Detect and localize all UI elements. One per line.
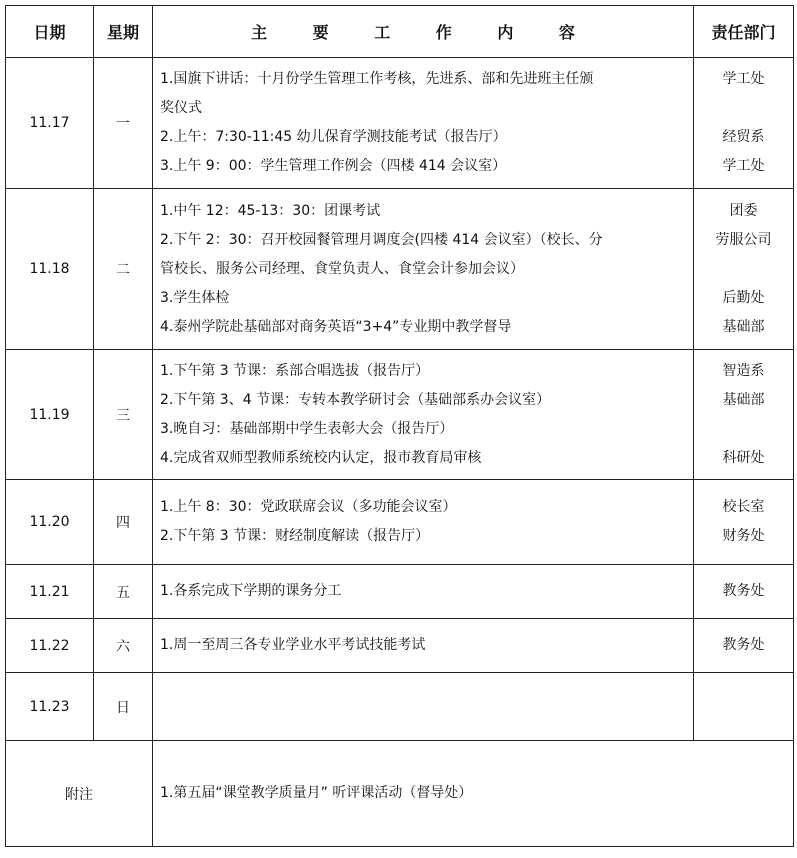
content-line: 4.完成省双师型教师系统校内认定，报市教育局审核 xyxy=(160,449,482,466)
note-text: 1.第五届“课堂教学质量月” 听评课活动（督导处） xyxy=(153,741,794,847)
header-content: 主 要 工 作 内 容 xyxy=(153,6,694,58)
row-date: 11.22 xyxy=(6,619,94,673)
dept-line: 学工处 xyxy=(722,158,765,174)
row-content xyxy=(153,480,694,565)
content-line: 2.上午：7:30-11:45 幼儿保育学测技能考试（报告厅） xyxy=(160,129,507,145)
content-line: 3.学生体检 xyxy=(160,289,230,306)
weekly-schedule-table xyxy=(5,5,794,847)
note-row xyxy=(6,741,794,847)
row-weekday: 日 xyxy=(94,673,153,741)
content-line: 1.中午 12：45-13：30：团课考试 xyxy=(160,202,381,219)
dept-line: 财务处 xyxy=(722,528,765,544)
row-weekday: 六 xyxy=(94,619,153,673)
row-dept xyxy=(694,565,794,619)
row-dept xyxy=(694,350,794,480)
dept-line: 基础部 xyxy=(722,318,765,335)
row-date: 11.20 xyxy=(6,480,94,565)
content-line: 1.周一至周三各专业学业水平考试技能考试 xyxy=(160,637,426,653)
content-line: 1.国旗下讲话：十月份学生管理工作考核，先进系、部和先进班主任颁 xyxy=(160,71,594,87)
dept-line: 教务处 xyxy=(722,583,765,599)
row-dept xyxy=(694,619,794,673)
row-date: 11.17 xyxy=(6,58,94,189)
header-weekday: 星期 xyxy=(94,6,153,58)
schedule-row xyxy=(6,673,794,741)
schedule-row xyxy=(6,565,794,619)
dept-line: 智造系 xyxy=(722,362,765,379)
content-line: 3.上午 9：00：学生管理工作例会（四楼 414 会议室） xyxy=(160,158,507,174)
dept-line xyxy=(694,94,793,123)
dept-line: 经贸系 xyxy=(722,129,765,145)
row-dept xyxy=(694,58,794,189)
schedule-row xyxy=(6,189,794,350)
row-weekday: 三 xyxy=(94,350,153,480)
schedule-row xyxy=(6,58,794,189)
content-line: 2.下午 2：30：召开校园餐管理月调度会(四楼 414 会议室）（校长、分 xyxy=(160,231,603,248)
row-dept xyxy=(694,189,794,350)
header-date: 日期 xyxy=(6,6,94,58)
content-line: 1.下午第 3 节课：系部合唱选拔（报告厅） xyxy=(160,362,430,379)
row-weekday: 四 xyxy=(94,480,153,565)
header-row xyxy=(6,6,794,58)
row-content xyxy=(153,350,694,480)
row-content xyxy=(153,619,694,673)
dept-line xyxy=(694,255,793,284)
row-dept xyxy=(694,673,794,741)
row-dept xyxy=(694,480,794,565)
dept-line: 劳服公司 xyxy=(715,231,772,248)
dept-line: 团委 xyxy=(729,202,758,219)
row-content xyxy=(153,673,694,741)
row-weekday: 五 xyxy=(94,565,153,619)
dept-line: 后勤处 xyxy=(722,289,765,306)
schedule-row xyxy=(6,350,794,480)
schedule-row xyxy=(6,480,794,565)
content-line: 2.下午第 3、4 节课：专转本教学研讨会（基础部系办会议室） xyxy=(160,391,551,408)
content-line: 1.各系完成下学期的课务分工 xyxy=(160,583,342,599)
content-line: 奖仪式 xyxy=(160,100,202,116)
content-line: 3.晚自习：基础部期中学生表彰大会（报告厅） xyxy=(160,420,454,437)
header-dept: 责任部门 xyxy=(694,6,794,58)
dept-line: 科研处 xyxy=(722,449,765,466)
row-content xyxy=(153,58,694,189)
content-line: 4.泰州学院赴基础部对商务英语“3+4”专业期中教学督导 xyxy=(160,318,512,335)
content-line: 2.下午第 3 节课：财经制度解读（报告厅） xyxy=(160,528,430,544)
content-line: 1.上午 8：30：党政联席会议（多功能会议室） xyxy=(160,499,457,515)
dept-line: 基础部 xyxy=(722,391,765,408)
row-date: 11.21 xyxy=(6,565,94,619)
row-date: 11.18 xyxy=(6,189,94,350)
content-line: 管校长、服务公司经理、食堂负责人、食堂会计参加会议） xyxy=(160,260,524,277)
row-weekday: 一 xyxy=(94,58,153,189)
dept-line xyxy=(694,415,793,444)
row-content xyxy=(153,565,694,619)
row-date: 11.19 xyxy=(6,350,94,480)
row-date: 11.23 xyxy=(6,673,94,741)
dept-line: 校长室 xyxy=(722,499,765,515)
dept-line: 学工处 xyxy=(722,71,765,87)
note-label: 附注 xyxy=(6,741,153,847)
row-weekday: 二 xyxy=(94,189,153,350)
schedule-row xyxy=(6,619,794,673)
row-content xyxy=(153,189,694,350)
dept-line: 教务处 xyxy=(722,637,765,653)
